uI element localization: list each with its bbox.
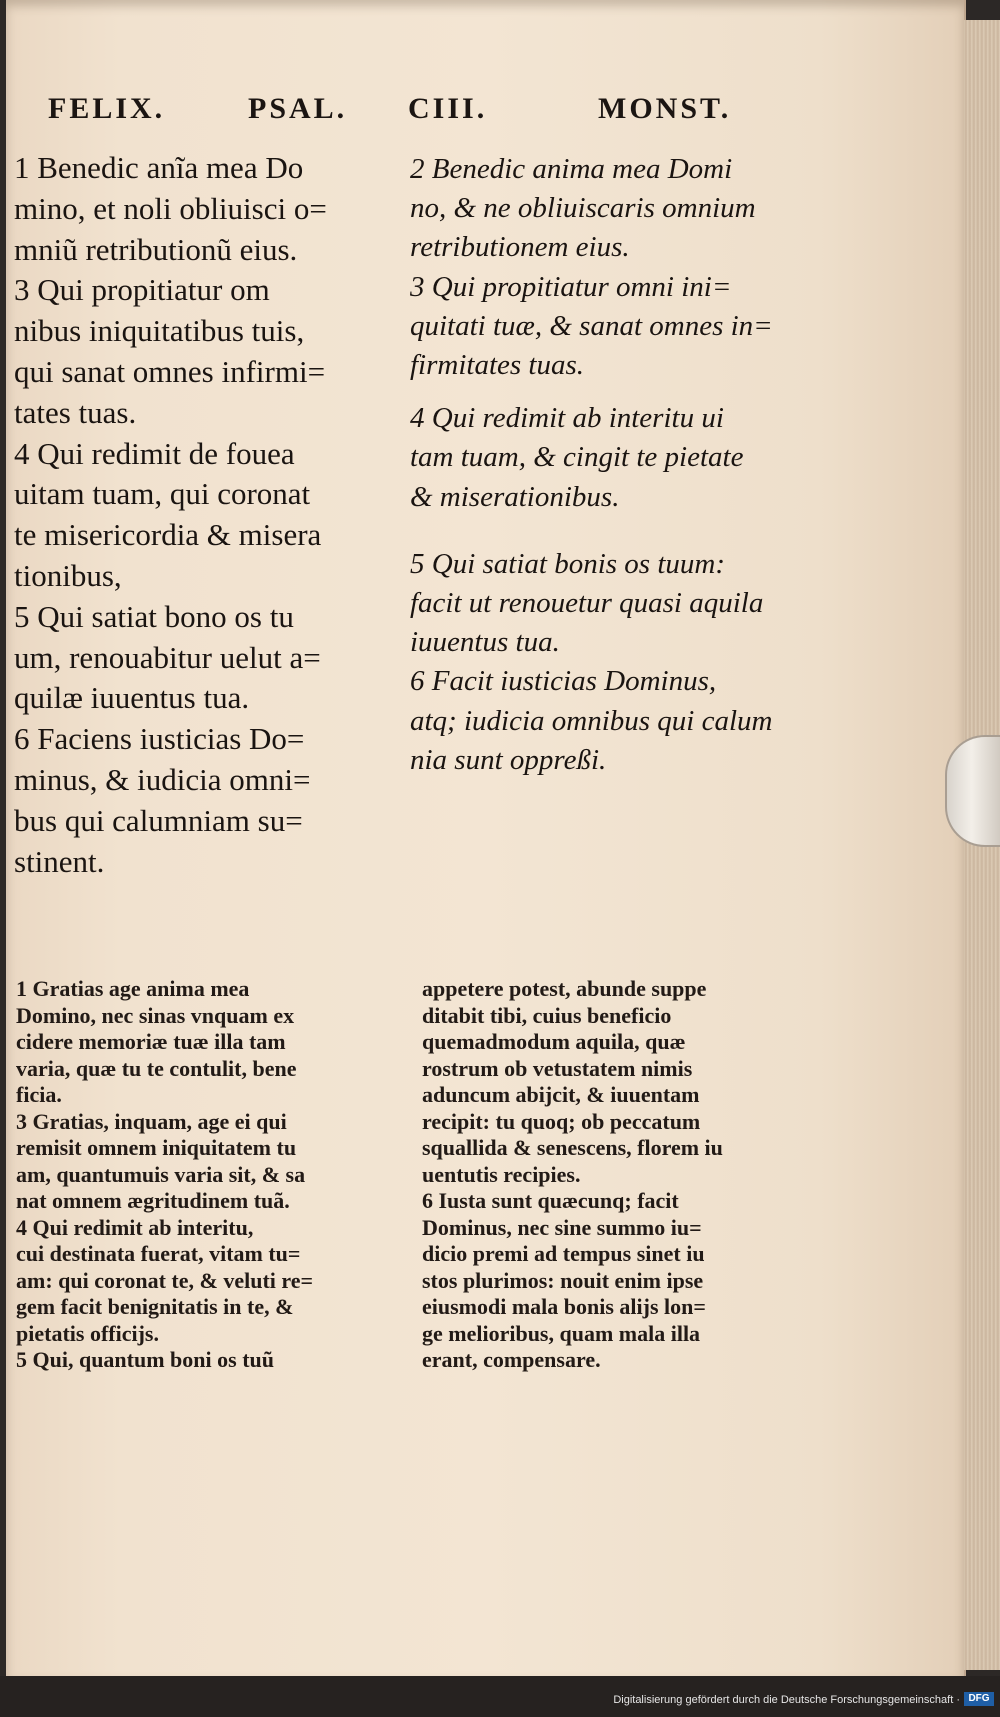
header-left: FELIX. <box>48 92 166 125</box>
text-line: varia, quæ tu te contulit, bene <box>16 1055 297 1081</box>
text-line: iuuentus tua. <box>410 626 560 659</box>
text-line: atq; iudicia omnibus qui calum <box>410 704 773 737</box>
italic-column <box>410 150 773 780</box>
text-line: 5 Qui satiat bonis os tuum: <box>410 547 725 580</box>
text-line: am: qui coronat te, & veluti re= <box>16 1267 314 1293</box>
header-number: CIII. <box>408 92 488 125</box>
text-line: aduncum abijcit, & iuuentam <box>422 1082 700 1107</box>
text-line: 3 Qui propitiatur om <box>14 272 270 308</box>
text-line: 3 Gratias, inquam, age ei qui <box>16 1108 287 1134</box>
text-line: 6 Facit iusticias Dominus, <box>410 665 717 698</box>
text-line: mniũ retributionũ eius. <box>14 231 298 267</box>
header-psal: PSAL. <box>248 92 348 125</box>
text-line: minus, & iudicia omni= <box>14 761 311 797</box>
text-line: 5 Qui satiat bono os tu <box>14 598 294 634</box>
text-line: quemadmodum aquila, quæ <box>422 1029 686 1054</box>
text-line: ficia. <box>16 1082 62 1107</box>
text-line: nat omnem ægritudinem tuã. <box>16 1188 290 1213</box>
commentary-left-column <box>16 976 313 1374</box>
text-line: uentutis recipies. <box>422 1161 581 1187</box>
text-line: appetere potest, abunde suppe <box>422 976 707 1001</box>
text-line: am, quantumuis varia sit, & sa <box>16 1161 306 1187</box>
spacer <box>410 517 773 545</box>
running-header <box>48 92 768 136</box>
text-line: no, & ne obliuiscaris omnium <box>410 192 756 225</box>
text-line: Dominus, nec sine summo iu= <box>422 1214 702 1240</box>
text-line: rostrum ob vetustatem nimis <box>422 1055 693 1081</box>
text-line: 1 Gratias age anima mea <box>16 976 250 1001</box>
text-line: 5 Qui, quantum boni os tuũ <box>16 1347 274 1372</box>
text-line: nibus iniquitatibus tuis, <box>14 313 305 349</box>
text-line: retributionem eius. <box>410 231 630 264</box>
text-line: cui destinata fuerat, vitam tu= <box>16 1241 301 1266</box>
text-line: tates tuas. <box>14 394 137 430</box>
text-line: Domino, nec sinas vnquam ex <box>16 1002 295 1028</box>
text-line: dicio premi ad tempus sinet iu <box>422 1241 705 1266</box>
text-line: 4 Qui redimit ab interitu, <box>16 1214 254 1240</box>
text-line: quitati tuæ, & sanat omnes in= <box>410 309 773 342</box>
dfg-logo: DFG <box>964 1692 994 1706</box>
text-line: stinent. <box>14 843 105 879</box>
text-line: tam tuam, & cingit te pietate <box>410 441 744 474</box>
text-line: qui sanat omnes infirmi= <box>14 353 326 389</box>
text-line: recipit: tu quoq; ob peccatum <box>422 1108 701 1134</box>
spacer <box>410 385 773 399</box>
text-line: facit ut renouetur quasi aquila <box>410 587 764 620</box>
text-line: squallida & senescens, florem iu <box>422 1135 723 1160</box>
text-line: ditabit tibi, cuius beneficio <box>422 1002 672 1028</box>
text-line: 6 Iusta sunt quæcunq; facit <box>422 1188 679 1213</box>
text-line: 1 Benedic anĩa mea Do <box>14 150 304 185</box>
text-line: cidere memoriæ tuæ illa tam <box>16 1029 286 1054</box>
text-line: te misericordia & misera <box>14 517 322 553</box>
book-clasp <box>945 735 1000 847</box>
text-line: uitam tuam, qui coronat <box>14 476 311 512</box>
text-line: 2 Benedic anima mea Domi <box>410 153 733 185</box>
funding-credit: Digitalisierung gefördert durch die Deutsche Forschungsgemeinschaft · <box>613 1694 960 1706</box>
text-line: um, renouabitur uelut a= <box>14 639 321 675</box>
text-line: 3 Qui propitiatur omni ini= <box>410 270 732 303</box>
text-line: nia sunt oppreßi. <box>410 743 607 776</box>
text-line: 4 Qui redimit ab interitu ui <box>410 402 724 435</box>
commentary-right-column <box>422 976 723 1374</box>
text-line: stos plurimos: nouit enim ipse <box>422 1267 704 1293</box>
text-line: erant, compensare. <box>422 1347 601 1372</box>
text-line: eiusmodi mala bonis alijs lon= <box>422 1294 706 1319</box>
text-line: 4 Qui redimit de fouea <box>14 435 295 471</box>
roman-column <box>14 148 327 882</box>
text-line: pietatis officijs. <box>16 1320 159 1346</box>
text-line: tionibus, <box>14 557 122 593</box>
header-right: MONST. <box>598 92 732 125</box>
text-line: 6 Faciens iusticias Do= <box>14 721 305 757</box>
text-line: quilæ iuuentus tua. <box>14 680 250 716</box>
text-line: gem facit benignitatis in te, & <box>16 1294 294 1319</box>
text-line: ge melioribus, quam mala illa <box>422 1320 701 1346</box>
text-line: mino, et noli obliuisci o= <box>14 190 327 226</box>
text-line: & miserationibus. <box>410 480 620 513</box>
text-line: remisit omnem iniquitatem tu <box>16 1135 297 1160</box>
text-line: bus qui calumniam su= <box>14 802 303 838</box>
text-line: firmitates tuas. <box>410 349 585 382</box>
